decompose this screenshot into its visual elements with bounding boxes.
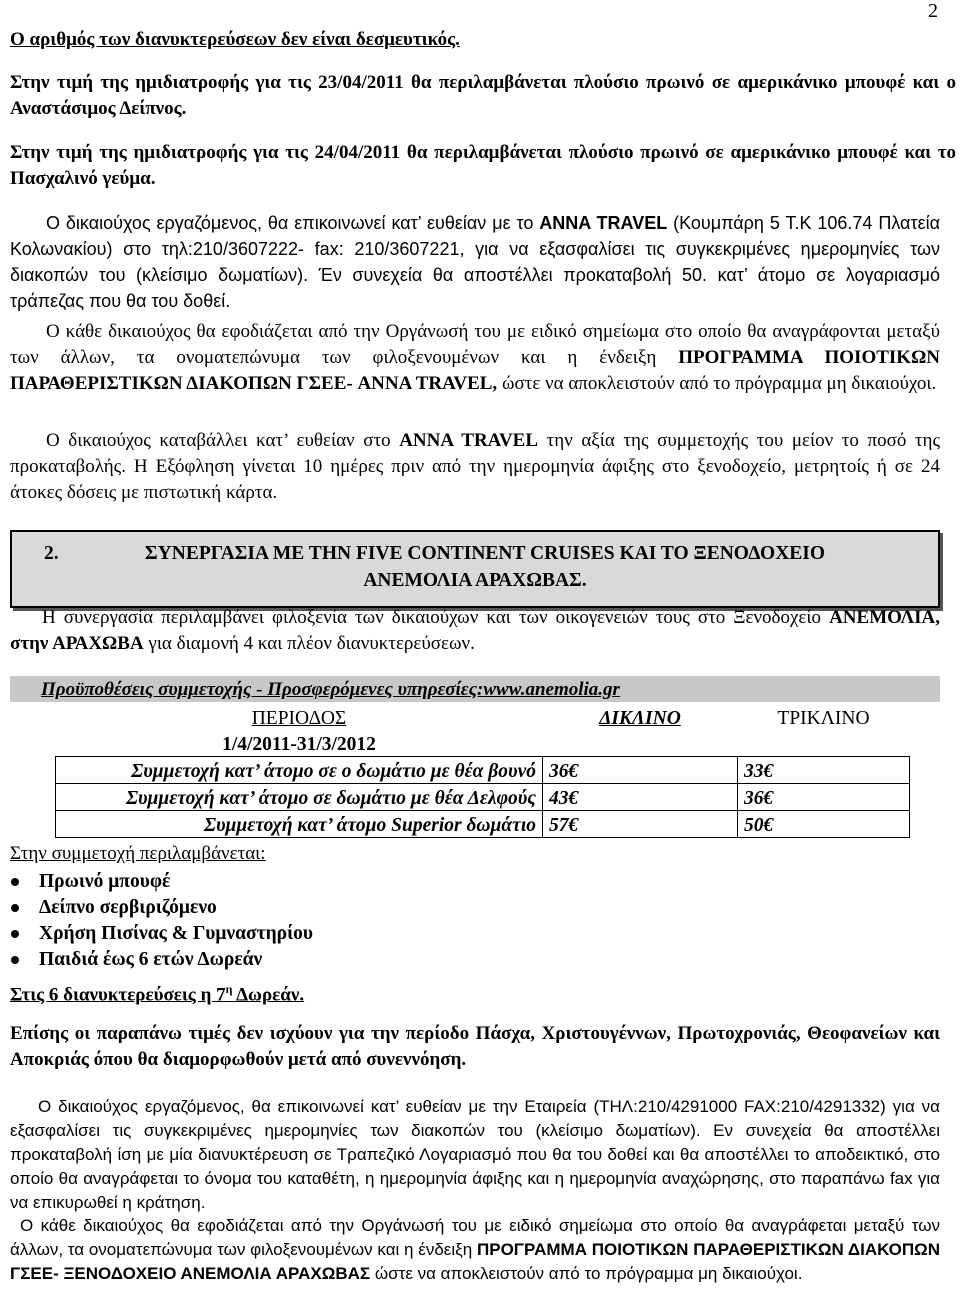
conditions-heading: Προϋποθέσεις συμμετοχής - Προσφερόμενες υπηρεσίες:www.anemolia.gr [41, 679, 620, 700]
list-item: Χρήση Πισίνας & Γυμναστηρίου [10, 921, 610, 947]
included-heading: Στην συμμετοχή περιλαμβάνεται: [10, 843, 266, 864]
section-title-line1: ΣΥΝΕΡΓΑΣΙΑ ΜΕ ΤΗΝ FIVE CONTINENT CRUISES ΚΑΙ ΤΟ ΞΕΝΟΔΟΧΕΙΟ [144, 543, 826, 564]
payment-text-c: την αξία της συμμετοχής του μείον το ποσό της προκαταβολής. Η Εξόφληση γίνεται 10 ημέρες πριν από την ημερομηνία άφιξης στο ξενοδοχείο, μετρητοίς ή σε 24 άτοκες δόσεις με πιστωτική κάρτα. [10, 430, 940, 503]
list-item: Δείπνο σερβιριζόμενο [10, 895, 610, 921]
rates-header-row [56, 704, 910, 730]
final-program-name: ΠΡΟΓΡΑΜΜΑ ΠΟΙΟΤΙΚΩΝ ΠΑΡΑΘΕΡΙΣΤΙΚΩΝ ΔΙΑΚΟΠΩΝ ΓΣΕΕ- ΞΕΝΟΔΟΧΕΙΟ ΑΝΕΜΟΛΙΑ ΑΡΑΧΩΒΑΣ [10, 1240, 941, 1283]
currency-symbol: € [568, 761, 579, 782]
col-header-period: ΠΕΡΙΟΔΟΣ [251, 708, 347, 729]
double-price: 43 [549, 788, 569, 809]
final-text-c: ώστε να αποκλειστούν από το πρόγραμμα μη δικαιούχοι. [370, 1264, 803, 1283]
collaboration-paragraph [10, 605, 940, 657]
free-night-text-a: Στις 6 διανυκτερεύσεις η 7 [10, 984, 226, 1006]
half-board-24-04: Στην τιμή της ημιδιατροφής για τις 24/04/2011 θα περιλαμβάνεται πλούσιο πρωινό σε αμερικάνικο μπουφέ και το Πασχαλινό γεύμα. [10, 142, 956, 189]
free-night-sup: η [225, 982, 233, 996]
table-row [56, 757, 910, 784]
payment-agency-name: ANNA TRAVEL [399, 430, 539, 451]
payment-text-a: Ο δικαιούχος καταβάλλει κατ’ ευθείαν στο [46, 430, 400, 451]
section-2-header [10, 530, 940, 608]
double-price: 36 [549, 761, 569, 782]
col-header-triple: ΤΡΙΚΛΙΝΟ [777, 708, 870, 729]
row-label: Συμμετοχή κατ’ άτομο σε ο δωμάτιο με θέα βουνό [131, 761, 536, 782]
rates-period-row [56, 730, 910, 757]
hotel-location: ΑΝΕΜΟΛΙΑ, στην ΑΡΑΧΩΒΑ [10, 607, 940, 654]
triple-price: 33 [744, 761, 764, 782]
row-label: Συμμετοχή κατ’ άτομο Superior δωμάτιο [203, 815, 536, 836]
list-item: Παιδιά έως 6 ετών Δωρεάν [10, 947, 610, 973]
voucher-text-a: Ο κάθε δικαιούχος θα εφοδιάζεται από την Οργάνωσή του με ειδικό σημείωμα στο οποίο θα αναγράφονται μεταξύ των άλλων, τα ονοματεπώνυμα των φιλοξενουμένων και η ένδειξη [10, 321, 940, 368]
section-title-line2: ΑΝΕΜΟΛΙΑ ΑΡΑΧΩΒΑΣ. [363, 570, 587, 591]
collab-text-a: Η συνεργασία περιλαμβάνει φιλοξενία των δικαιούχων και των οικογενειών τους στο Ξενοδοχείο [42, 607, 830, 628]
free-night-note [10, 976, 304, 1008]
contact-text-a: Ο δικαιούχος εργαζόμενος, θα επικοινωνεί κατ’ ευθείαν με το [46, 213, 540, 233]
price-exclusions: Επίσης οι παραπάνω τιμές δεν ισχύουν για την περίοδο Πάσχα, Χριστουγέννων, Πρωτοχρονιάς, Θεοφανείων και Αποκριάς όπου θα διαμορφωθούν μετά από συνεννόηση. [10, 1023, 940, 1070]
contact-paragraph [10, 210, 940, 314]
section-2-title [12, 540, 938, 594]
included-list [10, 869, 610, 973]
row-label: Συμμετοχή κατ’ άτομο σε δωμάτιο με θέα Δελφούς [125, 788, 536, 809]
triple-price: 50 [744, 815, 764, 836]
currency-symbol: € [763, 788, 774, 809]
voucher-text-c: ώστε να αποκλειστούν από το πρόγραμμα μη δικαιούχοι. [497, 373, 937, 394]
col-header-double: ΔΙΚΛΙΝΟ [599, 708, 681, 729]
table-row [56, 784, 910, 811]
page-number: 2 [928, 0, 938, 22]
rates-table [55, 704, 910, 838]
list-item: Πρωινό μπουφέ [10, 869, 610, 895]
period-value: 1/4/2011-31/3/2012 [222, 734, 376, 755]
company-contact-paragraph: Ο δικαιούχος εργαζόμενος, θα επικοινωνεί κατ’ ευθείαν με την Εταιρεία (ΤΗΛ:210/4291000 FAX:210/4291332) για να εξασφαλίσει τις συγκεκριμένες ημερομηνίες των διακοπών του (κλείσιμο δωματίων). Εν συνεχεία θα αποστέλλει προκαταβολή ίση με μία διανυκτέρευση σε Τραπεζικό Λογαριασμό που θα του δοθεί και θα αποστέλλει το αποδεικτικό, στο οποίο θα αναγράφεται το όνομα του καταθέτη, η ημερομηνία άφιξης και η ημερομηνία αναχώρησης, στο παραπάνω fax για να επικυρωθεί η κράτηση. [10, 1097, 940, 1212]
free-night-text-b: Δωρεάν. [232, 984, 305, 1006]
table-row [56, 811, 910, 838]
anna-travel-name: ANNA TRAVEL [539, 213, 668, 233]
section-number: 2. [44, 543, 59, 564]
final-text-a: Ο κάθε δικαιούχος θα εφοδιάζεται από την Οργάνωσή του με ειδικό σημείωμα στο οποίο θα αναγράφεται μεταξύ των άλλων, τα ονοματεπώνυμα των φιλοξενουμένων και η ένδειξη [10, 1216, 940, 1259]
conditions-bar [10, 676, 940, 702]
voucher-paragraph [10, 319, 940, 397]
voucher-program-name: ΠΡΟΓΡΑΜΜΑ ΠΟΙΟΤΙΚΩΝ ΠΑΡΑΘΕΡΙΣΤΙΚΩΝ ΔΙΑΚΟΠΩΝ ΓΣΕΕ- ANNA TRAVEL, [10, 347, 940, 394]
currency-symbol: € [568, 815, 579, 836]
currency-symbol: € [568, 788, 579, 809]
half-board-23-04: Στην τιμή της ημιδιατροφής για τις 23/04/2011 θα περιλαμβάνεται πλούσιο πρωινό σε αμερικάνικο μπουφέ και ο Αναστάσιμος Δείπνος. [10, 72, 956, 119]
payment-paragraph [10, 428, 940, 506]
nights-note: Ο αριθμός των διανυκτερεύσεων δεν είναι δεσμευτικός. [10, 29, 460, 50]
contact-text-c: (Κουμπάρη 5 Τ.Κ 106.74 Πλατεία Κολωνακίου) στο τηλ:210/3607222- fax: 210/3607221, για να εξασφαλίσει τις συγκεκριμένες ημερομηνίες των διακοπών του (κλείσιμο δωματίων). Έν συνεχεία θα αποστέλλει προκαταβολή 50. κατ’ άτομο σε λογαριασμό τράπεζας που θα του δοθεί. [10, 213, 940, 311]
final-voucher-paragraph [10, 1214, 940, 1286]
currency-symbol: € [763, 815, 774, 836]
currency-symbol: € [763, 761, 774, 782]
collab-text-c: για διαμονή 4 και πλέον διανυκτερεύσεων. [143, 633, 475, 654]
double-price: 57 [549, 815, 569, 836]
triple-price: 36 [744, 788, 764, 809]
